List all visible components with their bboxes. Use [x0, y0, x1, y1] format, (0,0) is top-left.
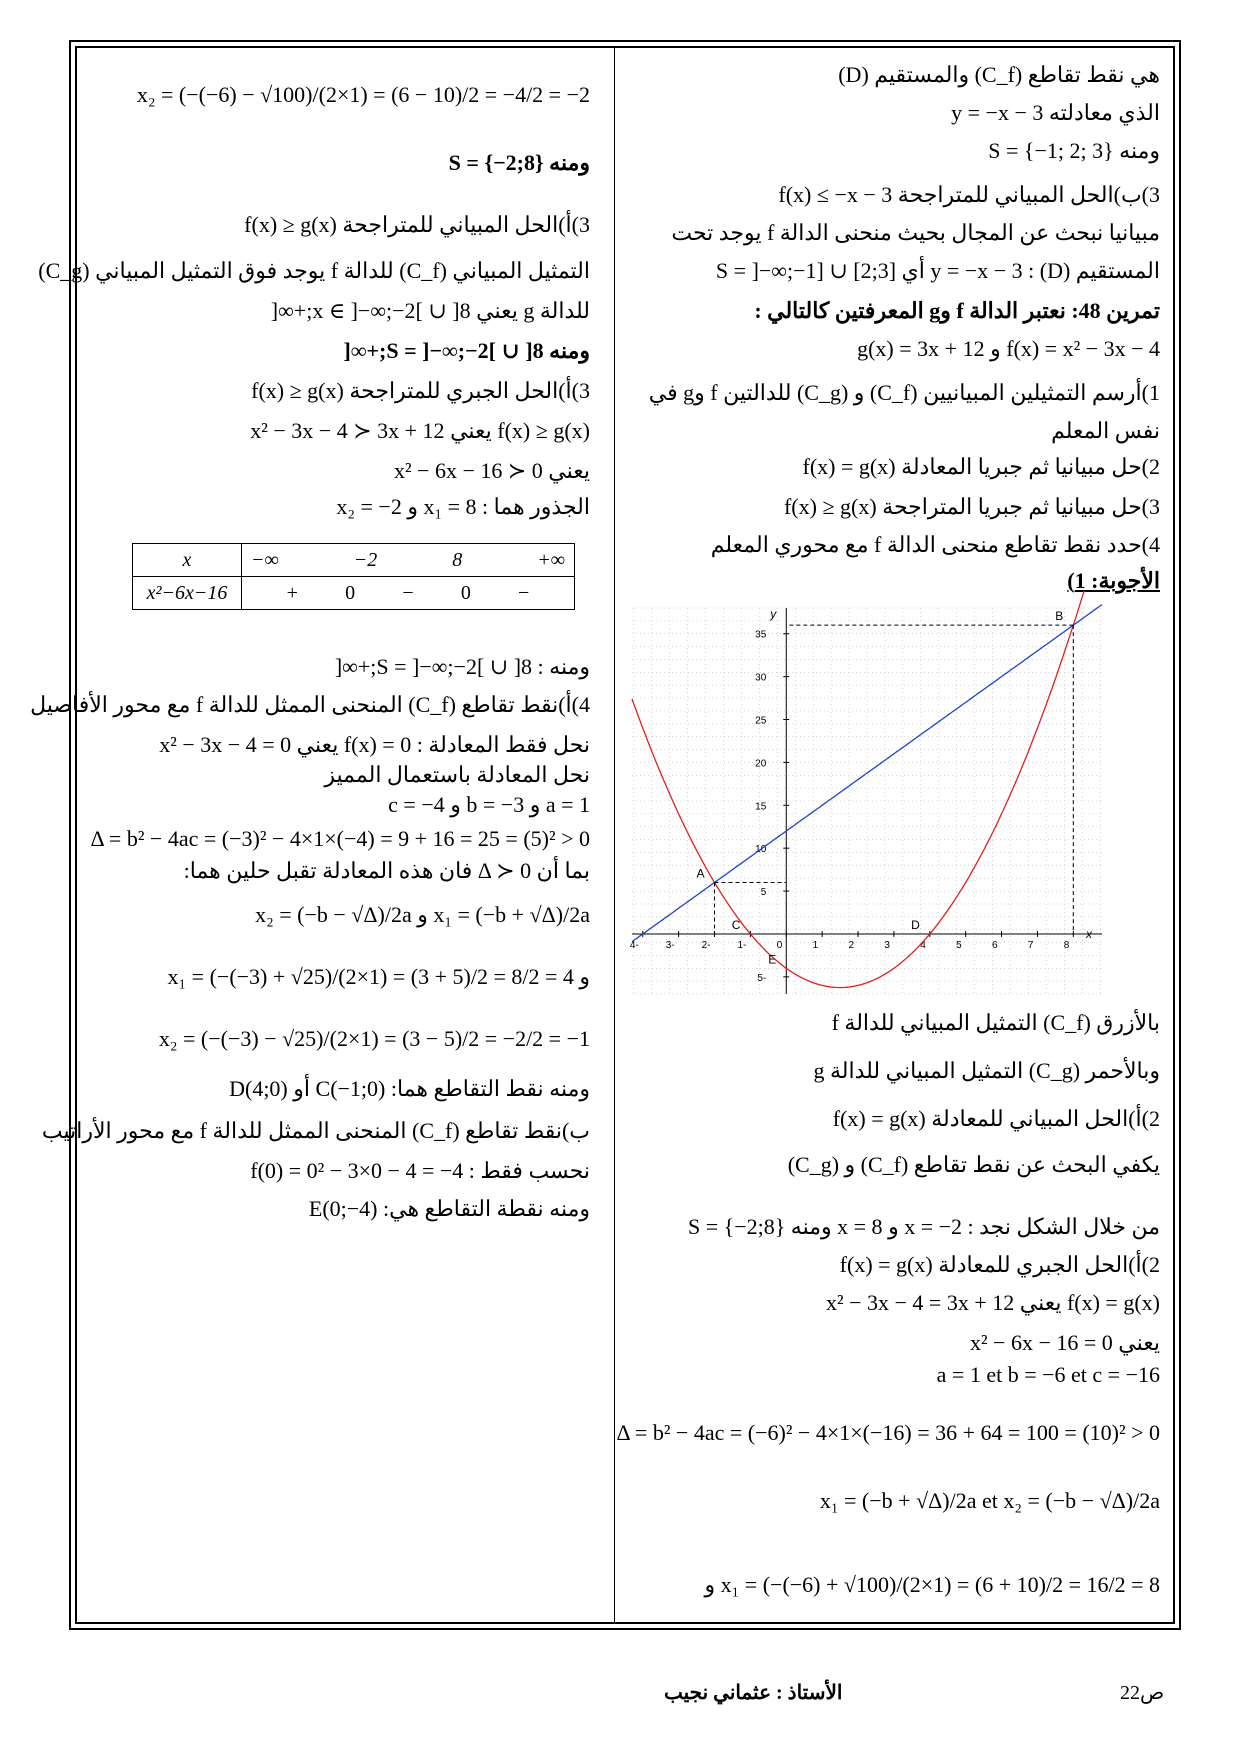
sign-table-header-row — [133, 544, 575, 577]
rc-line-4: 3)ب)الحل المبياني للمتراجحة f(x) ≤ −x − 3 — [778, 182, 1160, 207]
rc-line-13: 4)حدد نقط تقاطع منحنى الدالة f مع محوري المعلم — [710, 532, 1160, 557]
x-tick-label: -1 — [737, 939, 747, 951]
lc-line-9: يعني x² − 6x − 16 ≻ 0 — [393, 458, 590, 483]
rc-line-21: f(x) = g(x) يعني x² − 3x − 4 = 3x + 12 — [826, 1290, 1160, 1315]
lc-line-6: ومنه S = ]−∞;−2[ ∪ ]8;+∞[ — [343, 338, 590, 363]
lc-line-2: ومنه S = {−2;8} — [448, 150, 590, 175]
rc-line-12: 3)حل مبيانيا ثم جبريا المتراجحة f(x) ≥ g(x) — [783, 494, 1160, 519]
y-tick-label: 35 — [755, 629, 767, 641]
rc-line-23: a = 1 et b = −6 et c = −16 — [936, 1362, 1160, 1387]
lc-line-12: 4)أ)نقط تقاطع (C_f) المنحنى الممثل للدالة f مع محور الأفاصيل — [30, 692, 590, 717]
x-tick-label: 7 — [1027, 939, 1034, 951]
sign-table-plus-inf: +∞ — [537, 548, 565, 571]
rc-line-17: 2)أ)الحل المبياني للمعادلة f(x) = g(x) — [832, 1106, 1160, 1131]
lc-line-16: Δ = b² − 4ac = (−3)² − 4×1×(−4) = 9 + 16 = 25 = (5)² > 0 — [90, 826, 590, 851]
y-tick-label: 20 — [755, 758, 767, 770]
x-tick-label: 8 — [1063, 939, 1070, 951]
rc-line-2: الذي معادلته y = −x − 3 — [951, 100, 1160, 125]
y-tick-label: 15 — [755, 801, 767, 813]
exercise-title: تمرين 48: نعتبر الدالة f وg المعرفتين كالتالي : — [754, 298, 1160, 323]
sign-table-root-1: −2 — [353, 548, 378, 571]
lc-line-20: x₂ = (−(−3) − √25)/(2×1) = (3 − 5)/2 = −2/2 = −1 — [158, 1026, 590, 1051]
teacher-name: الأستاذ : عثماني نجيب — [664, 1682, 843, 1704]
lc-line-1: x₂ = (−(−6) − √100)/(2×1) = (6 − 10)/2 = −4/2 = −2 — [136, 82, 590, 107]
rc-line-1: هي نقط تقاطع (C_f) والمستقيم (D) — [838, 62, 1160, 87]
x-tick-label: 2 — [848, 939, 855, 951]
x-tick-label: 0 — [776, 939, 783, 951]
point-label-C: C — [731, 917, 741, 932]
y-axis-label: y — [770, 607, 777, 621]
x-tick-label: 4 — [920, 939, 926, 951]
rc-line-26: x₁ = (−(−6) + √100)/(2×1) = (6 + 10)/2 = 16/2 = 8 و — [704, 1572, 1160, 1597]
y-tick-label: 25 — [755, 715, 767, 727]
page-number: ص22 — [1120, 1682, 1165, 1704]
point-label-E: E — [768, 952, 777, 967]
x-tick-label: 3 — [884, 939, 890, 951]
sign-table-minus-inf: −∞ — [251, 548, 279, 571]
lc-line-8: f(x) ≥ g(x) يعني x² − 3x − 4 ≻ 3x + 12 — [250, 418, 590, 443]
rc-line-24: Δ = b² − 4ac = (−6)² − 4×1×(−16) = 36 + 64 = 100 = (10)² > 0 — [616, 1420, 1160, 1445]
rc-line-8: f(x) = x² − 3x − 4 و g(x) = 3x + 12 — [857, 336, 1160, 361]
x-tick-label: -2 — [701, 939, 711, 951]
lc-line-5: للدالة g يعني x ∈ ]−∞;−2[ ∪ ]8;+∞[ — [270, 298, 590, 323]
sign-4: 0 — [460, 581, 471, 604]
lc-line-15: a = 1 و b = −3 و c = −4 — [388, 792, 590, 817]
x-axis-label: x — [1086, 926, 1092, 941]
sign-table — [132, 543, 575, 610]
answers-heading: الأجوبة: 1) — [1067, 568, 1160, 593]
function-graph — [629, 607, 1102, 994]
lc-line-17: بما أن Δ ≻ 0 فان هذه المعادلة تقبل حلين هما: — [183, 858, 590, 883]
lc-line-3: 3)أ)الحل المبياني للمتراجحة f(x) ≥ g(x) — [244, 212, 590, 237]
sign-3: − — [402, 581, 414, 604]
y-tick-label: 10 — [755, 844, 767, 856]
lc-line-10: الجذور هما : x₁ = 8 و x₂ = −2 — [336, 494, 590, 519]
rc-line-15: بالأزرق (C_f) التمثيل المبياني للدالة f — [831, 1010, 1160, 1035]
sign-table-x-label: x — [133, 544, 242, 577]
lc-line-19: و x₁ = (−(−3) + √25)/(2×1) = (3 + 5)/2 = 8/2 = 4 — [167, 964, 590, 989]
y-tick-label: 30 — [755, 672, 767, 684]
sign-2: 0 — [345, 581, 356, 604]
column-divider — [614, 48, 615, 1622]
lc-line-13: نحل فقط المعادلة : f(x) = 0 يعني x² − 3x − 4 = 0 — [159, 732, 590, 757]
point-label-A: A — [696, 866, 705, 881]
line-cg — [632, 605, 1102, 942]
rc-line-5: مبيانيا نبحث عن المجال بحيث منحنى الدالة f يوجد تحت — [671, 220, 1160, 245]
rc-line-20: 2)أ)الحل الجبري للمعادلة f(x) = g(x) — [839, 1252, 1160, 1277]
x-tick-label: 6 — [991, 939, 998, 951]
x-tick-label: -4 — [629, 939, 639, 951]
lc-line-4: التمثيل المبياني (C_f) للدالة f يوجد فوق التمثيل المبياني (C_g) — [38, 258, 590, 283]
x-tick-label: -3 — [665, 939, 675, 951]
lc-line-18: x₁ = (−b + √Δ)/2a و x₂ = (−b − √Δ)/2a — [255, 902, 590, 927]
point-label-B: B — [1055, 609, 1064, 624]
sign-5: − — [518, 581, 530, 604]
y-tick-label: 5 — [760, 887, 767, 899]
left-column — [30, 60, 590, 1620]
rc-line-22: يعني x² − 6x − 16 = 0 — [969, 1330, 1160, 1355]
rc-line-18: يكفي البحث عن نقط تقاطع (C_f) و (C_g) — [787, 1152, 1160, 1177]
lc-line-21: ومنه نقط التقاطع هما: C(−1;0) أو D(4;0) — [229, 1076, 590, 1101]
rc-line-9: 1)أرسم التمثيلين المبيانيين (C_f) و (C_g) للدالتين f وg في — [648, 380, 1160, 405]
sign-table-signs — [242, 577, 575, 610]
lc-line-24: ومنه نقطة التقاطع هي: E(0;−4) — [308, 1196, 590, 1221]
lc-line-22: ب)نقط تقاطع (C_f) المنحنى الممثل للدالة f مع محور الأراتيب — [41, 1118, 590, 1143]
sign-table-root-2: 8 — [452, 548, 463, 571]
sign-table-x-values — [242, 544, 575, 577]
sign-table-expr-label: x²−6x−16 — [133, 577, 242, 610]
rc-line-11: 2)حل مبيانيا ثم جبريا المعادلة f(x) = g(x) — [802, 454, 1160, 479]
x-tick-label: 5 — [956, 939, 962, 951]
sign-table-sign-row — [133, 577, 575, 610]
curve-cf — [629, 591, 1084, 988]
lc-line-23: نحسب فقط : f(0) = 0² − 3×0 − 4 = −4 — [250, 1158, 590, 1183]
lc-line-11: ومنه : S = ]−∞;−2[ ∪ ]8;+∞[ — [334, 654, 590, 679]
rc-line-3: ومنه S = {−1; 2; 3} — [988, 138, 1160, 163]
point-label-D: D — [911, 917, 920, 932]
y-tick-label: -5 — [757, 972, 767, 984]
rc-line-10: نفس المعلم — [1051, 418, 1160, 443]
rc-line-16: وبالأحمر (C_g) التمثيل المبياني للدالة g — [813, 1058, 1160, 1083]
rc-line-6: المستقيم (D) : y = −x − 3 أي S = ]−∞;−1] ∪ [2;3] — [715, 258, 1160, 283]
right-column — [616, 60, 1160, 1620]
sign-1: + — [286, 581, 298, 604]
rc-line-25: x₁ = (−b + √Δ)/2a et x₂ = (−b − √Δ)/2a — [819, 1488, 1160, 1513]
lc-line-14: نحل المعادلة باستعمال المميز — [324, 762, 590, 787]
lc-line-7: 3)أ)الحل الجبري للمتراجحة f(x) ≥ g(x) — [251, 378, 590, 403]
x-tick-label: 1 — [812, 939, 819, 951]
rc-line-19: من خلال الشكل نجد : x = −2 و x = 8 ومنه S = {−2;8} — [688, 1214, 1160, 1239]
